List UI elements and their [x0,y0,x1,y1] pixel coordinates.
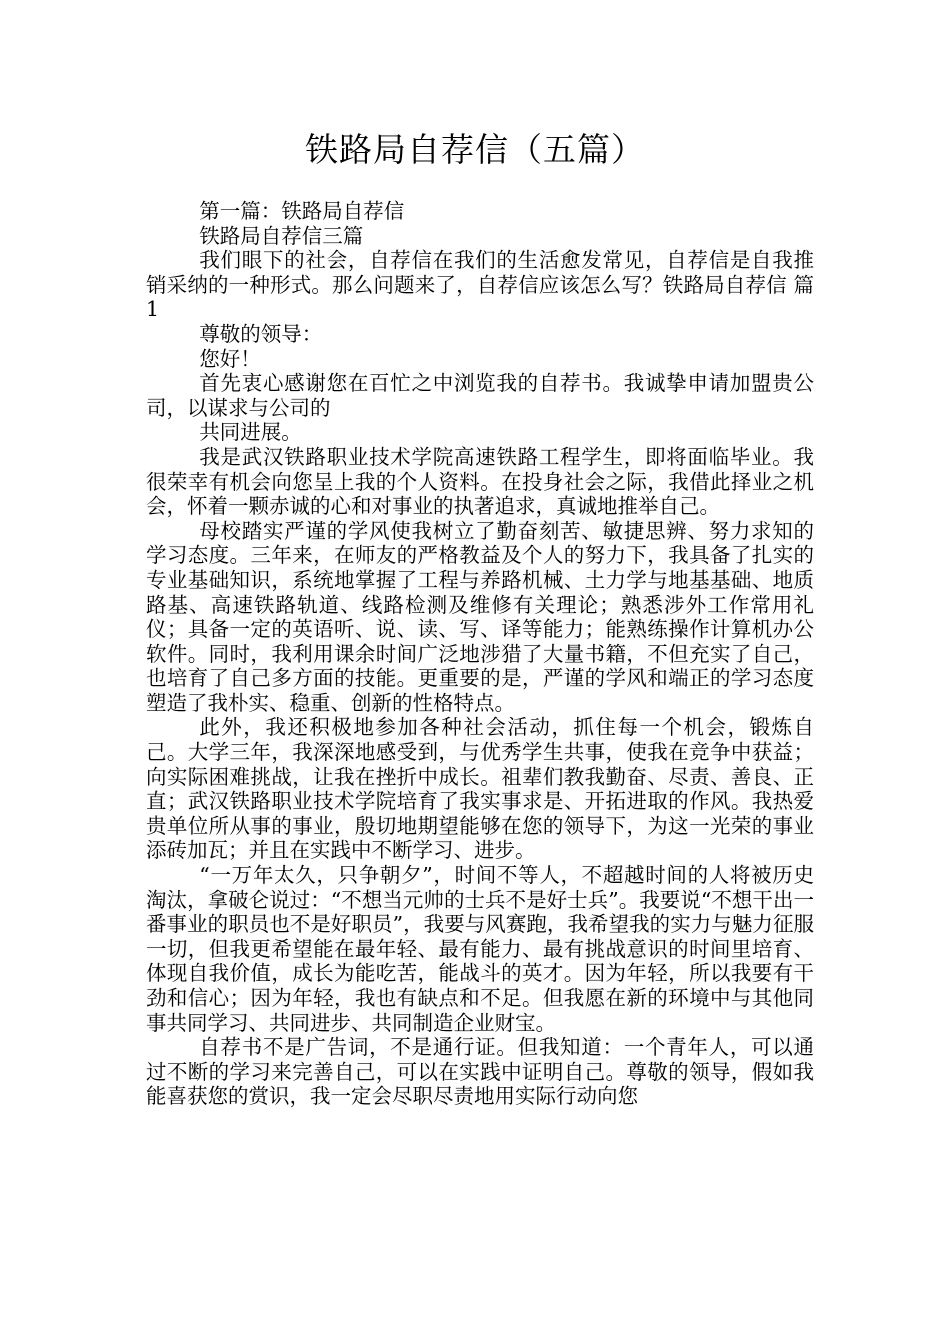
paragraph: 母校踏实严谨的学风使我树立了勤奋刻苦、敏捷思辨、努力求知的学习态度。三年来，在师友的严格教益及个人的努力下，我具备了扎实的专业基础知识，系统地掌握了工程与养路机械、土力学与地基基础、地质路基、高速铁路轨道、线路检测及维修有关理论；熟悉涉外工作常用礼仪；具备一定的英语听、说、读、写、译等能力；能熟练操作计算机办公软件。同时，我利用课余时间广泛地涉猎了大量书籍，不但充实了自己，也培育了自己多方面的技能。更重要的是，严谨的学风和端正的学习态度塑造了我朴实、稳重、创新的性格特点。 [146,518,814,715]
greeting: 您好！ [199,346,261,371]
document-title: 铁路局自荐信（五篇） [305,130,645,169]
paragraph: 我是武汉铁路职业技术学院高速铁路工程学生，即将面临毕业。我很荣幸有机会向您呈上我的个人资料。在投身社会之际，我借此择业之机会，怀着一颗赤诚的心和对事业的执著追求，真诚地推举自己。 [146,444,814,519]
subheading: 铁路局自荐信三篇 [199,223,364,248]
paragraph: 自荐书不是广告词，不是通行证。但我知道：一个青年人，可以通过不断的学习来完善自己，可以在实践中证明自己。尊敬的领导，假如我能喜获您的赏识，我一定会尽职尽责地用实际行动向您 [146,1035,814,1109]
heading-part-one: 第一篇：铁路局自荐信 [199,199,405,223]
paragraph: “一万年太久，只争朝夕”，时间不等人，不超越时间的人将被历史淘汰，拿破仑说过：“不想当元帅的士兵不是好士兵”。我要说“不想干出一番事业的职员也不是好职员”，我要与风赛跑，我希望我的实力与魅力征服一切，但我更希望能在最年轻、最有能力、最有挑战意识的时间里培育、体现自我价值，成长为能吃苦，能战斗的英才。因为年轻，所以我要有干劲和信心；因为年轻，我也有缺点和不足。但我愿在新的环境中与其他同事共同学习、共同进步、共同制造企业财宝。 [146,863,814,1035]
intro-paragraph: 我们眼下的社会，自荐信在我们的生活愈发常见，自荐信是自我推销采纳的一种形式。那么问题来了，自荐信应该怎么写？铁路局自荐信 篇1 [146,248,814,322]
paragraph: 此外，我还积极地参加各种社会活动，抓住每一个机会，锻炼自己。大学三年，我深深地感受到，与优秀学生共事，使我在竞争中获益；向实际困难挑战，让我在挫折中成长。祖辈们教我勤奋、尽责、善良、正直；武汉铁路职业技术学院培育了我实事求是、开拓进取的作风。我热爱贵单位所从事的事业，殷切地期望能够在您的领导下，为这一光荣的事业添砖加瓦；并且在实践中不断学习、进步。 [146,715,814,863]
paragraph: 共同进展。 [199,420,302,445]
document-body [146,199,814,1109]
paragraph: 首先衷心感谢您在百忙之中浏览我的自荐书。我诚挚申请加盟贵公司，以谋求与公司的 [146,371,814,420]
salutation: 尊敬的领导： [199,321,323,346]
